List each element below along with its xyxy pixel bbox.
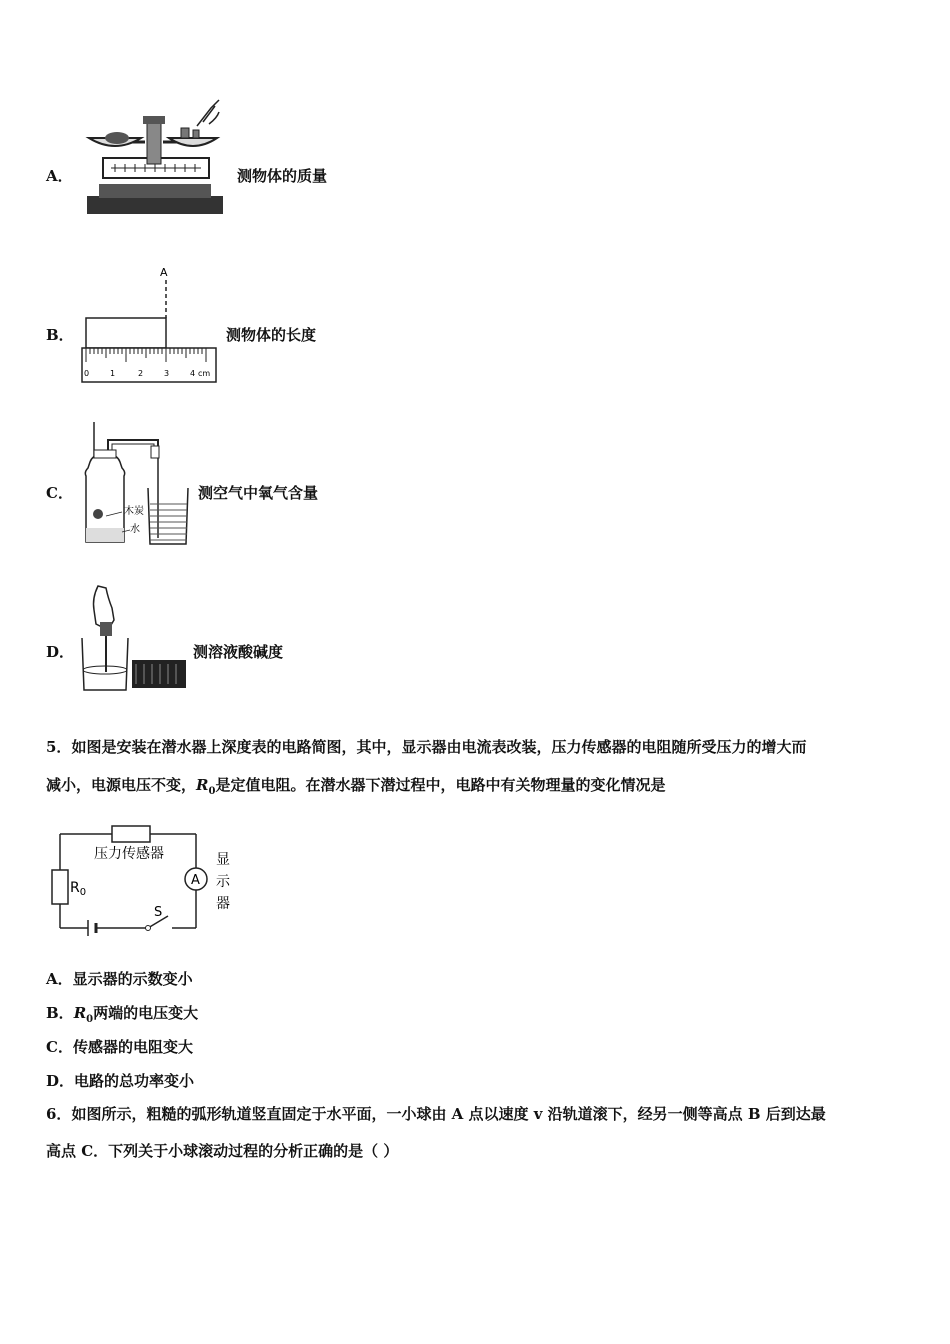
ruler-tick-3: 3 xyxy=(164,369,170,378)
q6-line2: 高点 C．下列关于小球滚动过程的分析正确的是（ ） xyxy=(46,1142,399,1160)
r0-label: $R_0$ xyxy=(70,880,87,898)
q5-choice-a: A．显示器的示数变小 xyxy=(46,970,193,988)
ruler-icon xyxy=(80,262,220,384)
balance-scale-icon xyxy=(85,98,230,216)
q6-text-1: 如图所示，粗糙的弧形轨道竖直固定于水平面，一小球由 A 点以速度 v 沿轨道滚下，经另一侧等高点 B 后到达最 xyxy=(71,1105,826,1123)
q5-line1 xyxy=(46,737,806,757)
q5-text-1: 如图是安装在潜水器上深度表的电路简图，其中，显示器由电流表改装，压力传感器的电阻随所受压力的增大而 xyxy=(71,738,807,756)
q5-choice-b: B．$R_0$两端的电压变大 xyxy=(46,1004,199,1025)
option-c-letter: C． xyxy=(46,484,73,502)
ruler-tick-0: 0 xyxy=(84,369,90,378)
q5-text-2b: 是定值电阻。在潜水器下潜过程中，电路中有关物理量的变化情况是 xyxy=(215,776,666,794)
option-d-caption: 测溶液酸碱度 xyxy=(193,643,284,661)
option-d-letter: D． xyxy=(46,643,75,661)
display-label-3: 器 xyxy=(216,896,230,912)
display-label-2: 示 xyxy=(216,874,230,890)
q5-number: 5． xyxy=(46,738,72,756)
option-a-letter: A． xyxy=(46,167,73,185)
battery-icon xyxy=(88,920,96,936)
q5-r-symbol: R xyxy=(196,776,209,794)
pressure-sensor-resistor xyxy=(112,826,150,842)
option-a-caption: 测物体的质量 xyxy=(237,167,328,185)
switch-label: S xyxy=(154,905,163,920)
ruler-tick-2: 2 xyxy=(138,369,144,378)
q6-line1 xyxy=(46,1104,826,1124)
ruler-point-label: A xyxy=(160,266,168,279)
sensor-label: 压力传感器 xyxy=(94,846,164,862)
circuit-diagram xyxy=(40,822,240,940)
q5-choice-c: C．传感器的电阻变大 xyxy=(46,1038,193,1056)
option-b-caption: 测物体的长度 xyxy=(226,326,317,344)
ammeter-label: A xyxy=(191,873,200,888)
oxygen-apparatus-icon xyxy=(78,420,193,548)
switch-icon xyxy=(146,926,151,931)
r0-resistor xyxy=(52,870,68,904)
option-c-caption: 测空气中氧气含量 xyxy=(198,484,319,502)
q5-line2 xyxy=(46,775,665,802)
display-label-1: 显 xyxy=(216,852,230,868)
q6-number: 6． xyxy=(46,1105,72,1123)
q5-choice-d: D．电路的总功率变小 xyxy=(46,1072,195,1090)
charcoal-label: 木炭 xyxy=(124,506,144,517)
ruler-tick-4: 4 xyxy=(190,369,196,378)
option-b-letter: B． xyxy=(46,326,74,344)
ruler-unit: cm xyxy=(198,369,211,378)
ph-test-icon xyxy=(78,584,190,694)
water-label: 水 xyxy=(130,524,140,535)
ruler-tick-1: 1 xyxy=(110,369,116,378)
q5-r-sub: 0 xyxy=(208,786,216,797)
q5-text-2a: 减小，电源电压不变， xyxy=(46,776,197,794)
